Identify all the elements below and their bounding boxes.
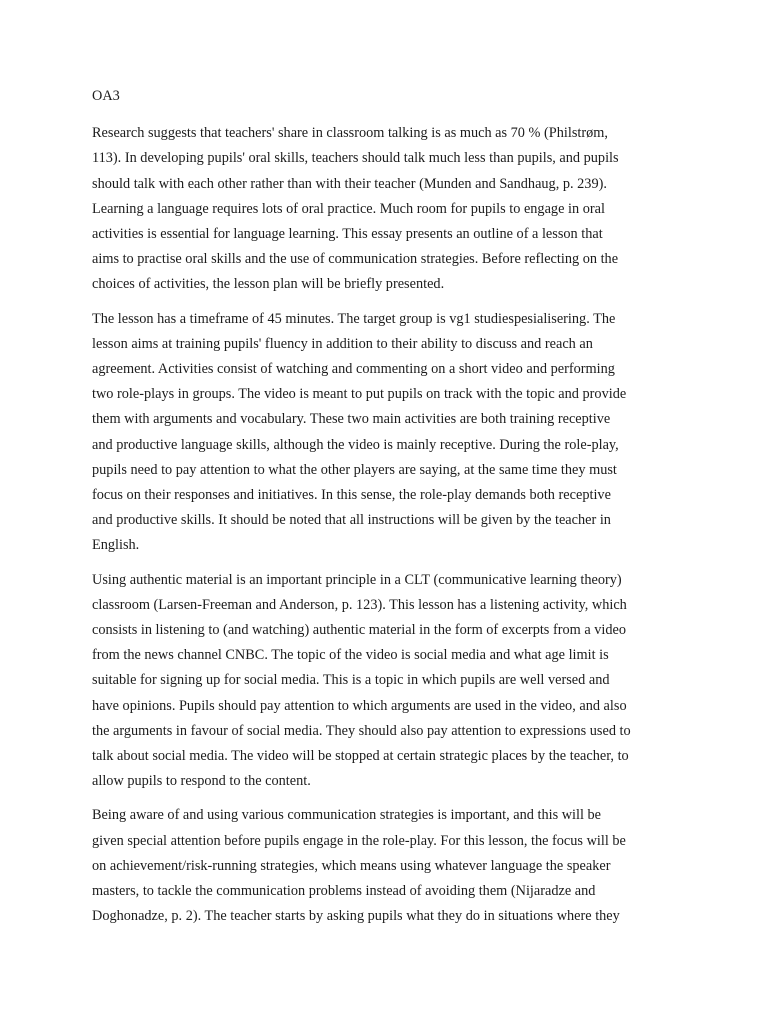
paragraph-intro <box>92 121 678 297</box>
paragraph-authentic-material <box>92 568 678 795</box>
text-line: The lesson has a timeframe of 45 minutes. The target group is vg1 studiespesialisering. The <box>92 310 616 327</box>
text-line: activities is essential for language learning. This essay presents an outline of a lesson that <box>92 226 603 243</box>
text-line: given special attention before pupils engage in the role-play. For this lesson, the focus will be <box>92 832 626 849</box>
text-line: agreement. Activities consist of watching and commenting on a short video and performing <box>92 361 615 378</box>
paragraph-lesson-plan <box>92 307 678 559</box>
text-line: talk about social media. The video will be stopped at certain strategic places by the teacher, to <box>92 748 629 765</box>
text-line: Research suggests that teachers' share in classroom talking is as much as 70 % (Philstrøm, <box>92 125 608 142</box>
text-line: two role-plays in groups. The video is meant to put pupils on track with the topic and provide <box>92 386 627 403</box>
text-line: and productive language skills, although the video is mainly receptive. During the role-play, <box>92 436 619 453</box>
text-line: choices of activities, the lesson plan will be briefly presented. <box>92 276 445 293</box>
text-line: masters, to tackle the communication problems instead of avoiding them (Nijaradze and <box>92 883 596 900</box>
text-line: aims to practise oral skills and the use of communication strategies. Before reflecting on the <box>92 251 619 268</box>
document-body <box>92 84 678 939</box>
text-line: consists in listening to (and watching) authentic material in the form of excerpts from a video <box>92 622 626 639</box>
text-line: Learning a language requires lots of oral practice. Much room for pupils to engage in oral <box>92 200 605 217</box>
text-line: pupils need to pay attention to what the other players are saying, at the same time they must <box>92 461 617 478</box>
text-line: and productive skills. It should be noted that all instructions will be given by the teacher in <box>92 512 611 529</box>
text-line: have opinions. Pupils should pay attention to which arguments are used in the video, and also <box>92 697 627 714</box>
document-heading: OA3 <box>92 88 120 104</box>
text-line: lesson aims at training pupils' fluency in addition to their ability to discuss and reach an <box>92 335 593 352</box>
text-line: Doghonadze, p. 2). The teacher starts by asking pupils what they do in situations where they <box>92 908 620 925</box>
text-line: classroom (Larsen-Freeman and Anderson, p. 123). This lesson has a listening activity, which <box>92 596 627 613</box>
text-line: should talk with each other rather than with their teacher (Munden and Sandhaug, p. 239). <box>92 175 607 192</box>
text-line: Being aware of and using various communication strategies is important, and this will be <box>92 807 602 824</box>
text-line: from the news channel CNBC. The topic of the video is social media and what age limit is <box>92 647 609 664</box>
paragraph-communication-strategies <box>92 803 678 929</box>
text-line: on achievement/risk-running strategies, which means using whatever language the speaker <box>92 857 611 874</box>
text-line: them with arguments and vocabulary. These two main activities are both training receptive <box>92 411 611 428</box>
text-line: focus on their responses and initiatives. In this sense, the role-play demands both receptive <box>92 487 611 504</box>
text-line: the arguments in favour of social media. They should also pay attention to expressions used to <box>92 722 631 739</box>
text-line: suitable for signing up for social media. This is a topic in which pupils are well versed and <box>92 672 610 689</box>
text-line: English. <box>92 537 140 554</box>
text-line: allow pupils to respond to the content. <box>92 773 311 790</box>
text-line: Using authentic material is an important principle in a CLT (communicative learning theory) <box>92 571 622 588</box>
text-line: 113). In developing pupils' oral skills, teachers should talk much less than pupils, and pupils <box>92 150 619 167</box>
